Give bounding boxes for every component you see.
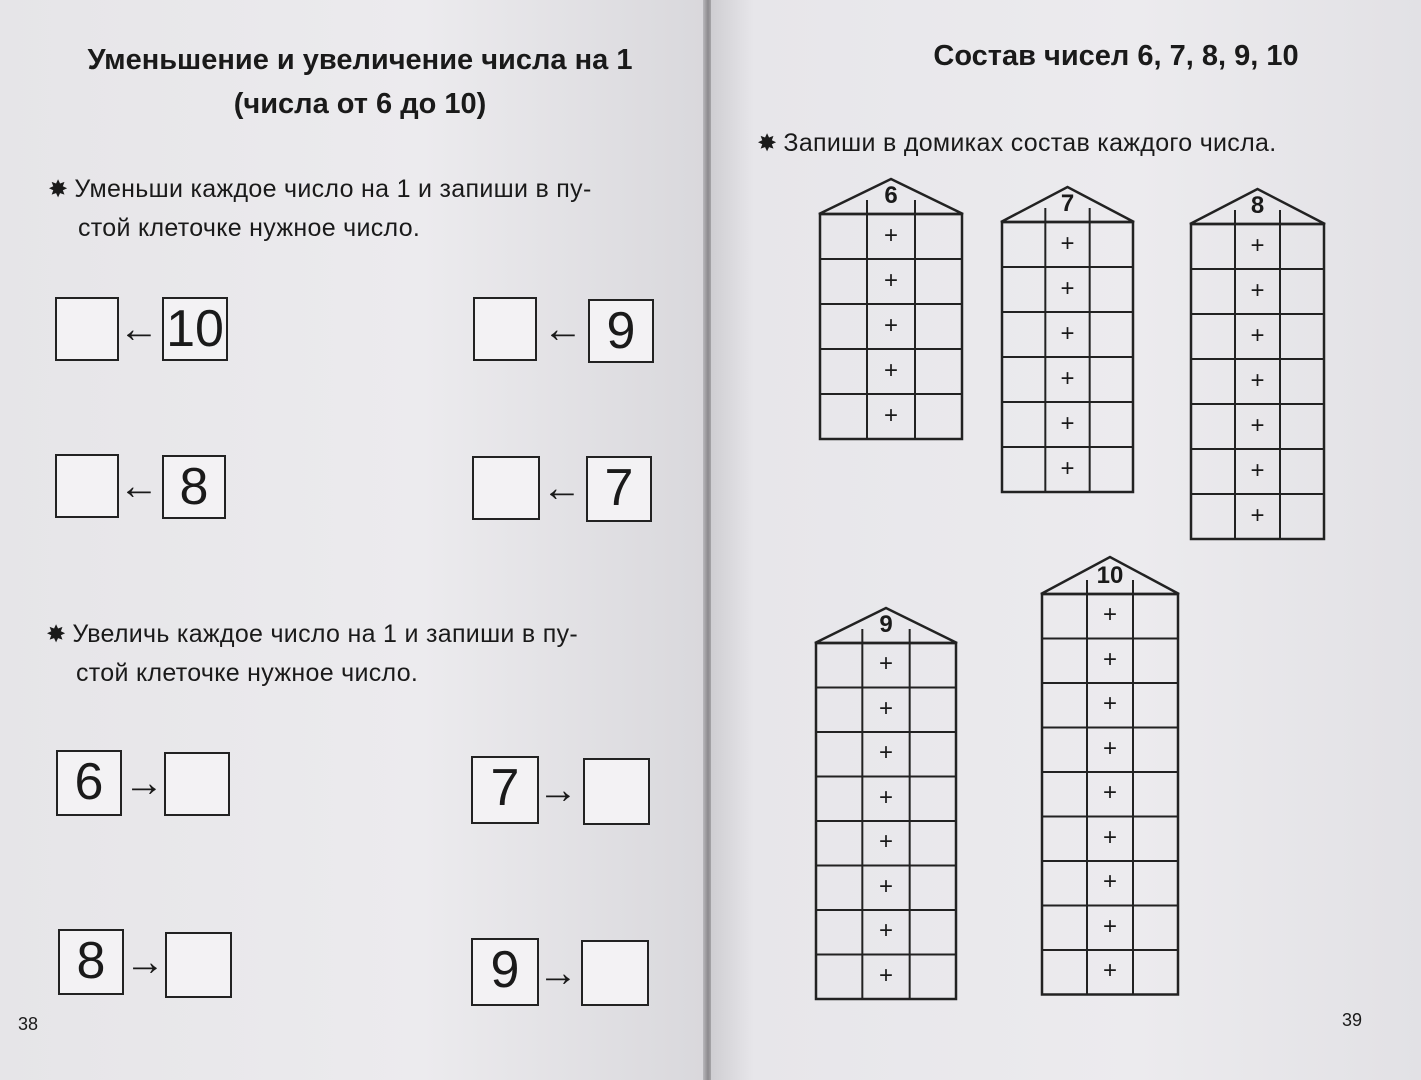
plus-sign: + <box>1060 229 1075 257</box>
house-cell-right[interactable] <box>1090 222 1134 267</box>
house-8 <box>1190 188 1325 539</box>
house-cell-right[interactable] <box>915 349 963 394</box>
house-cell-right[interactable] <box>910 732 957 777</box>
star-icon: ✸ <box>46 621 67 648</box>
arrow-right-icon: → <box>538 951 578 995</box>
arrow-left-icon: ← <box>542 466 582 510</box>
plus-sign: + <box>878 828 893 856</box>
number-box: 8 <box>162 455 226 519</box>
house-cell-left[interactable] <box>1041 861 1087 906</box>
house-cell-right[interactable] <box>1133 639 1179 684</box>
task-increase-line-2: стой клеточке нужное число. <box>76 659 419 687</box>
house-cell-right[interactable] <box>1090 357 1134 402</box>
house-cell-left[interactable] <box>815 777 862 822</box>
plus-sign: + <box>1102 957 1117 985</box>
house-cell-right[interactable] <box>910 688 957 733</box>
task-increase-line-1: Увеличь каждое число на 1 и запиши в пу- <box>72 620 579 648</box>
house-cell-left[interactable] <box>815 910 862 955</box>
plus-sign: + <box>883 401 898 429</box>
plus-sign: + <box>1102 645 1117 673</box>
house-cell-right[interactable] <box>910 910 957 955</box>
house-cell-left[interactable] <box>1001 357 1045 402</box>
arrow-left-icon: ← <box>119 307 159 351</box>
answer-box[interactable] <box>55 454 119 518</box>
house-cell-right[interactable] <box>910 821 957 866</box>
house-cell-right[interactable] <box>1133 950 1179 995</box>
house-cell-right[interactable] <box>1133 772 1179 817</box>
task-decrease-line-1: Уменьши каждое число на 1 и запиши в пу- <box>74 175 592 203</box>
plus-sign: + <box>1102 690 1117 718</box>
arrow-right-icon: → <box>538 768 578 812</box>
plus-sign: + <box>878 917 893 945</box>
house-cell-left[interactable] <box>1041 772 1087 817</box>
arrow-right-icon: → <box>125 940 165 984</box>
house-cell-left[interactable] <box>819 214 867 259</box>
task-decrease-line-2: стой клеточке нужное число. <box>78 214 421 242</box>
task-composition <box>757 124 1397 163</box>
plus-sign: + <box>883 356 898 384</box>
house-cell-right[interactable] <box>915 304 963 349</box>
house-cell-left[interactable] <box>1190 449 1235 494</box>
house-cell-right[interactable] <box>1133 683 1179 728</box>
plus-sign: + <box>1250 456 1265 484</box>
number-box: 6 <box>56 750 122 816</box>
house-cell-right[interactable] <box>1280 449 1325 494</box>
plus-sign: + <box>883 311 898 339</box>
house-cell-right[interactable] <box>915 214 963 259</box>
number-box: 8 <box>58 929 124 995</box>
plus-sign: + <box>1060 319 1075 347</box>
plus-sign: + <box>1060 274 1075 302</box>
plus-sign: + <box>1060 409 1075 437</box>
plus-sign: + <box>878 961 893 989</box>
house-cell-left[interactable] <box>819 394 867 439</box>
plus-sign: + <box>1060 364 1075 392</box>
house-number: 10 <box>1096 562 1124 589</box>
house-cell-left[interactable] <box>1001 447 1045 492</box>
task-decrease <box>48 170 668 247</box>
house-cell-right[interactable] <box>1090 447 1134 492</box>
answer-box[interactable] <box>581 940 649 1006</box>
plus-sign: + <box>1102 601 1117 629</box>
house-cell-right[interactable] <box>910 643 957 688</box>
house-cell-right[interactable] <box>1280 224 1325 269</box>
number-box: 10 <box>162 297 228 361</box>
plus-sign: + <box>1250 411 1265 439</box>
plus-sign: + <box>883 266 898 294</box>
house-cell-left[interactable] <box>1190 359 1235 404</box>
plus-sign: + <box>1102 734 1117 762</box>
task-composition-text: Запиши в домиках состав каждого числа. <box>783 129 1277 157</box>
star-icon: ✸ <box>757 130 778 157</box>
house-cell-left[interactable] <box>815 732 862 777</box>
plus-sign: + <box>1060 454 1075 482</box>
house-cell-right[interactable] <box>1133 817 1179 862</box>
house-cell-left[interactable] <box>815 821 862 866</box>
plus-sign: + <box>1250 501 1265 529</box>
right-page-title: Состав чисел 6, 7, 8, 9, 10 <box>933 40 1299 72</box>
house-cell-left[interactable] <box>1190 314 1235 359</box>
right-page <box>711 0 1421 1080</box>
answer-box[interactable] <box>583 758 650 825</box>
plus-sign: + <box>878 694 893 722</box>
house-cell-right[interactable] <box>910 777 957 822</box>
answer-box[interactable] <box>165 932 232 998</box>
house-cell-left[interactable] <box>1190 494 1235 539</box>
arrow-left-icon: ← <box>543 307 583 351</box>
title-line-1: Уменьшение и увеличение числа на 1 <box>87 44 633 76</box>
answer-box[interactable] <box>55 297 119 361</box>
house-cell-left[interactable] <box>815 955 862 1000</box>
house-cell-left[interactable] <box>1041 683 1087 728</box>
left-page-title <box>60 38 660 126</box>
house-cell-right[interactable] <box>910 866 957 911</box>
plus-sign: + <box>1250 276 1265 304</box>
house-cell-left[interactable] <box>1001 312 1045 357</box>
answer-box[interactable] <box>472 456 540 520</box>
plus-sign: + <box>1250 231 1265 259</box>
plus-sign: + <box>878 739 893 767</box>
house-cell-left[interactable] <box>1190 269 1235 314</box>
house-cell-right[interactable] <box>1280 269 1325 314</box>
plus-sign: + <box>883 221 898 249</box>
house-cell-left[interactable] <box>1001 402 1045 447</box>
page-number-left: 38 <box>18 1014 39 1034</box>
plus-sign: + <box>1102 779 1117 807</box>
house-cell-left[interactable] <box>1041 906 1087 951</box>
house-cell-left[interactable] <box>1041 594 1087 639</box>
house-cell-left[interactable] <box>815 866 862 911</box>
plus-sign: + <box>1250 366 1265 394</box>
plus-sign: + <box>1102 823 1117 851</box>
answer-box[interactable] <box>473 297 537 361</box>
house-cell-right[interactable] <box>915 259 963 304</box>
house-cell-right[interactable] <box>1090 312 1134 357</box>
house-cell-left[interactable] <box>1001 267 1045 312</box>
plus-sign: + <box>878 783 893 811</box>
house-6 <box>819 178 963 439</box>
house-cell-right[interactable] <box>910 955 957 1000</box>
number-box: 7 <box>471 756 539 824</box>
plus-sign: + <box>1102 868 1117 896</box>
house-cell-left[interactable] <box>1041 639 1087 684</box>
house-cell-right[interactable] <box>1280 314 1325 359</box>
house-cell-right[interactable] <box>1280 494 1325 539</box>
house-number: 8 <box>1250 192 1265 219</box>
house-cell-left[interactable] <box>1041 728 1087 773</box>
house-7 <box>1001 186 1134 492</box>
house-cell-left[interactable] <box>819 349 867 394</box>
house-cell-right[interactable] <box>1280 359 1325 404</box>
house-cell-left[interactable] <box>819 304 867 349</box>
house-number: 7 <box>1060 190 1075 217</box>
house-cell-right[interactable] <box>1133 594 1179 639</box>
title-line-2: (числа от 6 до 10) <box>233 88 487 120</box>
house-number: 6 <box>884 182 898 209</box>
house-cell-right[interactable] <box>1280 404 1325 449</box>
arrow-right-icon: → <box>124 761 164 805</box>
plus-sign: + <box>878 872 893 900</box>
house-cell-right[interactable] <box>1133 728 1179 773</box>
star-icon: ✸ <box>48 176 69 203</box>
house-cell-left[interactable] <box>1001 222 1045 267</box>
house-cell-left[interactable] <box>815 643 862 688</box>
arrow-left-icon: ← <box>119 464 159 508</box>
house-10 <box>1041 556 1179 995</box>
task-increase <box>46 615 666 692</box>
house-number: 9 <box>879 611 893 638</box>
house-cell-left[interactable] <box>1190 224 1235 269</box>
house-9 <box>815 607 957 999</box>
house-cell-left[interactable] <box>1041 817 1087 862</box>
plus-sign: + <box>1102 912 1117 940</box>
number-box: 9 <box>588 299 654 363</box>
house-cell-right[interactable] <box>915 394 963 439</box>
house-cell-right[interactable] <box>1133 861 1179 906</box>
house-cell-left[interactable] <box>1041 950 1087 995</box>
house-cell-left[interactable] <box>1190 404 1235 449</box>
answer-box[interactable] <box>164 752 230 816</box>
house-cell-right[interactable] <box>1090 267 1134 312</box>
plus-sign: + <box>1250 321 1265 349</box>
number-box: 7 <box>586 456 652 522</box>
number-box: 9 <box>471 938 539 1006</box>
house-cell-right[interactable] <box>1090 402 1134 447</box>
left-page <box>0 0 705 1080</box>
house-cell-right[interactable] <box>1133 906 1179 951</box>
page-number-right: 39 <box>1342 1010 1363 1030</box>
house-cell-left[interactable] <box>815 688 862 733</box>
house-cell-left[interactable] <box>819 259 867 304</box>
plus-sign: + <box>878 650 893 678</box>
